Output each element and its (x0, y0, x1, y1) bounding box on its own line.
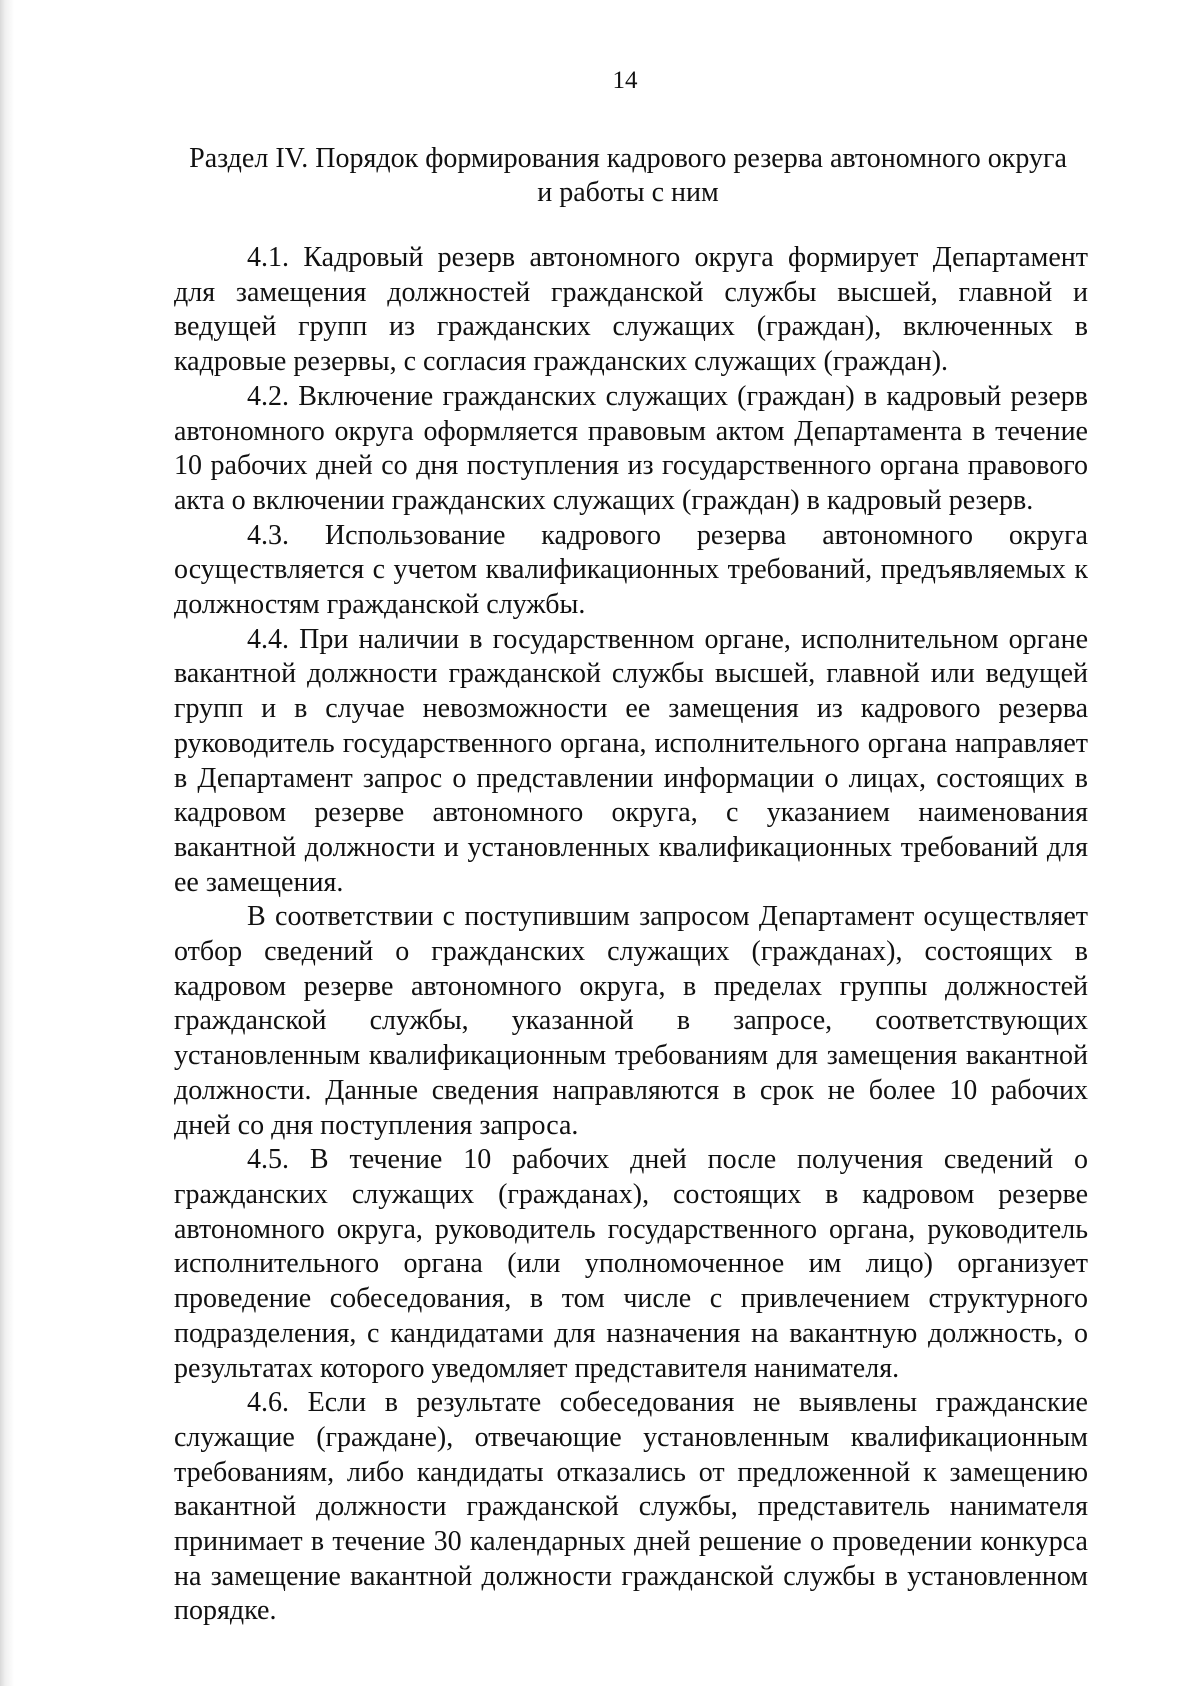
paragraph-4-4-continued: В соответствии с поступившим запросом Департамент осуществляет отбор сведений о гражданских служащих (гражданах), состоящих в кадровом резерве автономного округа, в пределах группы должностей гражданской службы, указанной в запросе, соответствующих установленным квалификационным требованиям для замещения вакантной должности. Данные сведения направляются в срок не более 10 рабочих дней со дня поступления запроса. (174, 901, 1088, 1141)
section-title-line-1: Раздел IV. Порядок формирования кадрового резерва автономного округа (189, 143, 1067, 174)
document-body (174, 241, 1088, 1629)
scan-edge (0, 0, 14, 1686)
section-title (178, 142, 1078, 210)
paragraph-4-3: 4.3. Использование кадрового резерва автономного округа осуществляется с учетом квалификационных требований, предъявляемых к должностям гражданской службы. (174, 519, 1088, 621)
paragraph-4-1: 4.1. Кадровый резерв автономного округа формирует Департамент для замещения должностей гражданской службы высшей, главной и ведущей групп из гражданских служащих (граждан), включенных в кадровые резервы, с согласия гражданских служащих (граждан). (174, 242, 1088, 378)
paragraph-4-4: 4.4. При наличии в государственном органе, исполнительном органе вакантной должности гражданской службы высшей, главной или ведущей групп и в случае невозможности ее замещения из кадрового резерва руководитель государственного органа, исполнительного органа направляет в Департамент запрос о представлении информации о лицах, состоящих в кадровом резерве автономного округа, с указанием наименования вакантной должности и установленных квалификационных требований для ее замещения. (174, 623, 1088, 898)
paragraph-4-2: 4.2. Включение гражданских служащих (граждан) в кадровый резерв автономного округа оформляется правовым актом Департамента в течение 10 рабочих дней со дня поступления из государственного органа правового акта о включении гражданских служащих (граждан) в кадровый резерв. (174, 380, 1088, 516)
section-title-line-2: и работы с ним (537, 177, 719, 208)
page-number: 14 (612, 67, 638, 94)
paragraph-4-5: 4.5. В течение 10 рабочих дней после получения сведений о гражданских служащих (гражданах), состоящих в кадровом резерве автономного округа, руководитель государственного органа, руководитель исполнительного органа (или уполномоченное им лицо) организует проведение собеседования, в том числе с привлечением структурного подразделения, с кандидатами для назначения на вакантную должность, о результатах которого уведомляет представителя нанимателя. (174, 1144, 1088, 1384)
paragraph-4-6: 4.6. Если в результате собеседования не выявлены гражданские служащие (граждане), отвечающие установленным квалификационным требованиям, либо кандидаты отказались от предложенной к замещению вакантной должности гражданской службы, представитель нанимателя принимает в течение 30 календарных дней решение о проведении конкурса на замещение вакантной должности гражданской службы в установленном порядке. (174, 1387, 1088, 1627)
